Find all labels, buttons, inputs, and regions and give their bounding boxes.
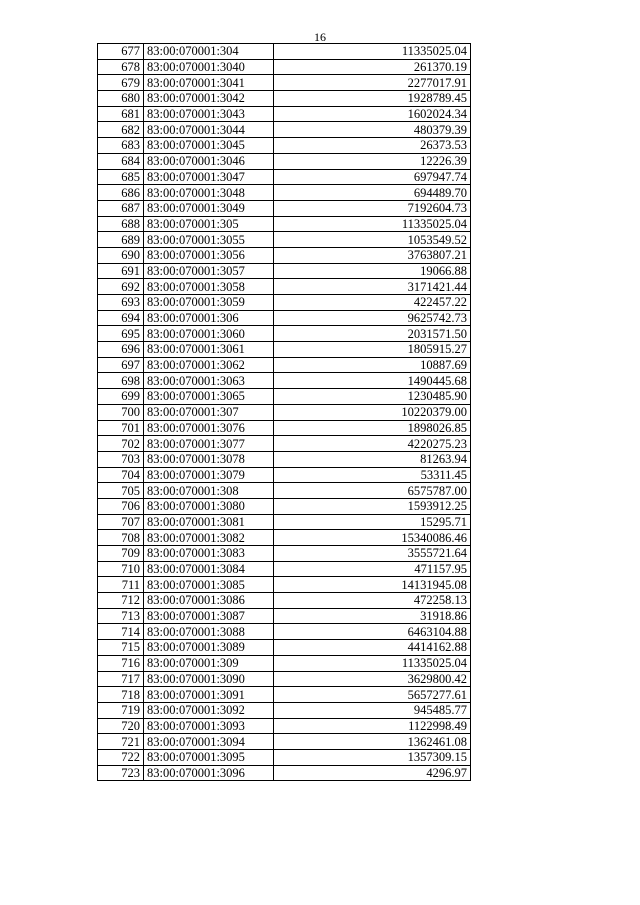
- row-number-cell: 685: [98, 169, 144, 185]
- row-number-cell: 712: [98, 593, 144, 609]
- row-number-cell: 720: [98, 718, 144, 734]
- cadastral-number-cell: 83:00:070001:3086: [144, 593, 274, 609]
- cadastral-number-cell: 83:00:070001:3085: [144, 577, 274, 593]
- table-row: [98, 310, 471, 326]
- value-cell: 3629800.42: [274, 671, 471, 687]
- value-cell: 1053549.52: [274, 232, 471, 248]
- row-number-cell: 718: [98, 687, 144, 703]
- value-cell: 7192604.73: [274, 200, 471, 216]
- value-cell: 12226.39: [274, 153, 471, 169]
- row-number-cell: 722: [98, 749, 144, 765]
- table-row: [98, 702, 471, 718]
- row-number-cell: 704: [98, 467, 144, 483]
- cadastral-number-cell: 83:00:070001:3041: [144, 75, 274, 91]
- row-number-cell: 678: [98, 59, 144, 75]
- table-row: [98, 530, 471, 546]
- table-row: [98, 263, 471, 279]
- row-number-cell: 684: [98, 153, 144, 169]
- cadastral-number-cell: 83:00:070001:3090: [144, 671, 274, 687]
- row-number-cell: 700: [98, 404, 144, 420]
- table-row: [98, 749, 471, 765]
- table-row: [98, 420, 471, 436]
- table-row: [98, 75, 471, 91]
- value-cell: 11335025.04: [274, 655, 471, 671]
- row-number-cell: 716: [98, 655, 144, 671]
- value-cell: 31918.86: [274, 608, 471, 624]
- cadastral-number-cell: 83:00:070001:3045: [144, 138, 274, 154]
- cadastral-number-cell: 83:00:070001:3087: [144, 608, 274, 624]
- value-cell: 694489.70: [274, 185, 471, 201]
- table-row: [98, 640, 471, 656]
- row-number-cell: 702: [98, 436, 144, 452]
- cadastral-number-cell: 83:00:070001:3046: [144, 153, 274, 169]
- table-row: [98, 655, 471, 671]
- value-cell: 11335025.04: [274, 44, 471, 60]
- cadastral-number-cell: 83:00:070001:309: [144, 655, 274, 671]
- table-row: [98, 200, 471, 216]
- value-cell: 945485.77: [274, 702, 471, 718]
- cadastral-number-cell: 83:00:070001:3048: [144, 185, 274, 201]
- value-cell: 472258.13: [274, 593, 471, 609]
- cadastral-number-cell: 83:00:070001:305: [144, 216, 274, 232]
- value-cell: 1805915.27: [274, 342, 471, 358]
- row-number-cell: 691: [98, 263, 144, 279]
- row-number-cell: 686: [98, 185, 144, 201]
- cadastral-number-cell: 83:00:070001:3083: [144, 546, 274, 562]
- table-row: [98, 451, 471, 467]
- value-cell: 261370.19: [274, 59, 471, 75]
- row-number-cell: 679: [98, 75, 144, 91]
- table-row: [98, 404, 471, 420]
- row-number-cell: 717: [98, 671, 144, 687]
- value-cell: 480379.39: [274, 122, 471, 138]
- cadastral-number-cell: 83:00:070001:3082: [144, 530, 274, 546]
- cadastral-number-cell: 83:00:070001:3094: [144, 734, 274, 750]
- table-row: [98, 44, 471, 60]
- cadastral-number-cell: 83:00:070001:3096: [144, 765, 274, 781]
- value-cell: 15340086.46: [274, 530, 471, 546]
- row-number-cell: 709: [98, 546, 144, 562]
- value-cell: 14131945.08: [274, 577, 471, 593]
- table-row: [98, 153, 471, 169]
- value-cell: 2031571.50: [274, 326, 471, 342]
- value-cell: 5657277.61: [274, 687, 471, 703]
- value-cell: 1593912.25: [274, 498, 471, 514]
- cadastral-number-cell: 83:00:070001:3081: [144, 514, 274, 530]
- cadastral-number-cell: 83:00:070001:3049: [144, 200, 274, 216]
- row-number-cell: 683: [98, 138, 144, 154]
- row-number-cell: 695: [98, 326, 144, 342]
- table-row: [98, 185, 471, 201]
- page-number: 16: [314, 30, 326, 44]
- table-row: [98, 687, 471, 703]
- value-cell: 3555721.64: [274, 546, 471, 562]
- row-number-cell: 711: [98, 577, 144, 593]
- row-number-cell: 708: [98, 530, 144, 546]
- value-cell: 2277017.91: [274, 75, 471, 91]
- table-row: [98, 483, 471, 499]
- row-number-cell: 706: [98, 498, 144, 514]
- cadastral-number-cell: 83:00:070001:3091: [144, 687, 274, 703]
- value-cell: 4414162.88: [274, 640, 471, 656]
- value-cell: 19066.88: [274, 263, 471, 279]
- row-number-cell: 701: [98, 420, 144, 436]
- value-cell: 1928789.45: [274, 91, 471, 107]
- cadastral-number-cell: 83:00:070001:3062: [144, 357, 274, 373]
- table-row: [98, 624, 471, 640]
- cadastral-number-cell: 83:00:070001:3084: [144, 561, 274, 577]
- cadastral-number-cell: 83:00:070001:3059: [144, 295, 274, 311]
- value-cell: 11335025.04: [274, 216, 471, 232]
- cadastral-number-cell: 83:00:070001:3061: [144, 342, 274, 358]
- value-cell: 471157.95: [274, 561, 471, 577]
- table-row: [98, 561, 471, 577]
- table-row: [98, 577, 471, 593]
- table-row: [98, 436, 471, 452]
- cadastral-number-cell: 83:00:070001:307: [144, 404, 274, 420]
- row-number-cell: 692: [98, 279, 144, 295]
- cadastral-value-table: [97, 43, 471, 781]
- value-cell: 15295.71: [274, 514, 471, 530]
- row-number-cell: 689: [98, 232, 144, 248]
- value-cell: 1362461.08: [274, 734, 471, 750]
- cadastral-number-cell: 83:00:070001:3057: [144, 263, 274, 279]
- cadastral-number-cell: 83:00:070001:3056: [144, 247, 274, 263]
- table-row: [98, 91, 471, 107]
- table-row: [98, 59, 471, 75]
- table-row: [98, 514, 471, 530]
- row-number-cell: 707: [98, 514, 144, 530]
- value-cell: 26373.53: [274, 138, 471, 154]
- cadastral-number-cell: 83:00:070001:3079: [144, 467, 274, 483]
- table-row: [98, 734, 471, 750]
- table-row: [98, 138, 471, 154]
- value-cell: 1122998.49: [274, 718, 471, 734]
- row-number-cell: 694: [98, 310, 144, 326]
- row-number-cell: 710: [98, 561, 144, 577]
- cadastral-number-cell: 83:00:070001:3077: [144, 436, 274, 452]
- cadastral-number-cell: 83:00:070001:3060: [144, 326, 274, 342]
- value-cell: 53311.45: [274, 467, 471, 483]
- row-number-cell: 719: [98, 702, 144, 718]
- table-row: [98, 326, 471, 342]
- cadastral-number-cell: 83:00:070001:308: [144, 483, 274, 499]
- cadastral-number-cell: 83:00:070001:3040: [144, 59, 274, 75]
- cadastral-number-cell: 83:00:070001:3042: [144, 91, 274, 107]
- cadastral-number-cell: 83:00:070001:306: [144, 310, 274, 326]
- value-cell: 9625742.73: [274, 310, 471, 326]
- table-row: [98, 389, 471, 405]
- row-number-cell: 713: [98, 608, 144, 624]
- row-number-cell: 703: [98, 451, 144, 467]
- row-number-cell: 721: [98, 734, 144, 750]
- value-cell: 10887.69: [274, 357, 471, 373]
- cadastral-number-cell: 83:00:070001:3063: [144, 373, 274, 389]
- table-row: [98, 295, 471, 311]
- cadastral-number-cell: 83:00:070001:3043: [144, 106, 274, 122]
- table-row: [98, 169, 471, 185]
- cadastral-number-cell: 83:00:070001:3076: [144, 420, 274, 436]
- value-cell: 81263.94: [274, 451, 471, 467]
- table-row: [98, 546, 471, 562]
- row-number-cell: 699: [98, 389, 144, 405]
- row-number-cell: 690: [98, 247, 144, 263]
- cadastral-number-cell: 83:00:070001:3058: [144, 279, 274, 295]
- value-cell: 6463104.88: [274, 624, 471, 640]
- row-number-cell: 697: [98, 357, 144, 373]
- row-number-cell: 687: [98, 200, 144, 216]
- row-number-cell: 681: [98, 106, 144, 122]
- value-cell: 1357309.15: [274, 749, 471, 765]
- row-number-cell: 677: [98, 44, 144, 60]
- table-row: [98, 373, 471, 389]
- cadastral-number-cell: 83:00:070001:3092: [144, 702, 274, 718]
- value-cell: 3763807.21: [274, 247, 471, 263]
- cadastral-number-cell: 83:00:070001:3047: [144, 169, 274, 185]
- value-cell: 697947.74: [274, 169, 471, 185]
- row-number-cell: 693: [98, 295, 144, 311]
- table-row: [98, 247, 471, 263]
- cadastral-number-cell: 83:00:070001:3078: [144, 451, 274, 467]
- table-body: [98, 44, 471, 781]
- row-number-cell: 723: [98, 765, 144, 781]
- value-cell: 1898026.85: [274, 420, 471, 436]
- table-row: [98, 232, 471, 248]
- cadastral-number-cell: 83:00:070001:3055: [144, 232, 274, 248]
- cadastral-number-cell: 83:00:070001:3093: [144, 718, 274, 734]
- value-cell: 1602024.34: [274, 106, 471, 122]
- cadastral-number-cell: 83:00:070001:3044: [144, 122, 274, 138]
- value-cell: 4296.97: [274, 765, 471, 781]
- cadastral-number-cell: 83:00:070001:3080: [144, 498, 274, 514]
- row-number-cell: 705: [98, 483, 144, 499]
- cadastral-number-cell: 83:00:070001:3095: [144, 749, 274, 765]
- table-row: [98, 718, 471, 734]
- table-row: [98, 122, 471, 138]
- row-number-cell: 688: [98, 216, 144, 232]
- table-row: [98, 342, 471, 358]
- row-number-cell: 715: [98, 640, 144, 656]
- table-row: [98, 106, 471, 122]
- table-row: [98, 593, 471, 609]
- row-number-cell: 680: [98, 91, 144, 107]
- row-number-cell: 698: [98, 373, 144, 389]
- value-cell: 10220379.00: [274, 404, 471, 420]
- table-row: [98, 279, 471, 295]
- row-number-cell: 682: [98, 122, 144, 138]
- table-row: [98, 467, 471, 483]
- cadastral-number-cell: 83:00:070001:3088: [144, 624, 274, 640]
- table-row: [98, 357, 471, 373]
- table-row: [98, 498, 471, 514]
- value-cell: 1230485.90: [274, 389, 471, 405]
- table-row: [98, 671, 471, 687]
- row-number-cell: 696: [98, 342, 144, 358]
- table-row: [98, 216, 471, 232]
- value-cell: 6575787.00: [274, 483, 471, 499]
- value-cell: 422457.22: [274, 295, 471, 311]
- cadastral-number-cell: 83:00:070001:3089: [144, 640, 274, 656]
- value-cell: 3171421.44: [274, 279, 471, 295]
- cadastral-number-cell: 83:00:070001:304: [144, 44, 274, 60]
- value-cell: 1490445.68: [274, 373, 471, 389]
- table-row: [98, 608, 471, 624]
- value-cell: 4220275.23: [274, 436, 471, 452]
- table-row: [98, 765, 471, 781]
- cadastral-number-cell: 83:00:070001:3065: [144, 389, 274, 405]
- row-number-cell: 714: [98, 624, 144, 640]
